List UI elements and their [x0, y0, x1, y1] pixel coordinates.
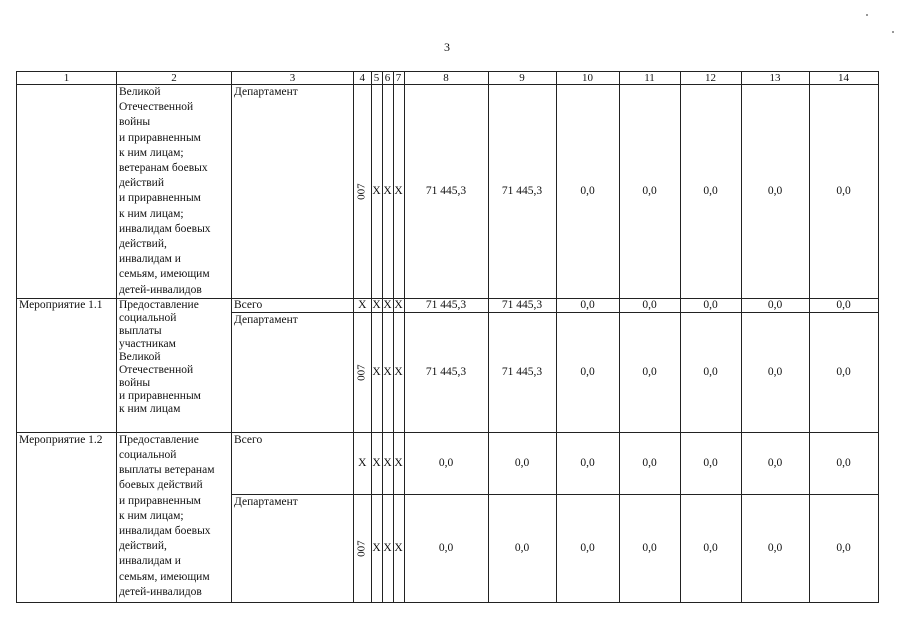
text-line: к ним лицам; [119, 207, 184, 220]
value-cell: 0,0 [809, 85, 878, 299]
column-header: 10 [556, 72, 619, 85]
column-header: 11 [619, 72, 680, 85]
value-cell: 0,0 [556, 494, 619, 602]
column-header: 13 [741, 72, 809, 85]
x-cell: X [382, 432, 393, 494]
text-line: Великой [119, 86, 161, 98]
x-cell: X [371, 432, 382, 494]
text-line: боевых действий [119, 479, 203, 492]
x-cell: X [354, 298, 372, 312]
event-name-cell [117, 85, 232, 299]
executor-cell: Департамент [232, 312, 354, 432]
text-line: инвалидам и [119, 555, 181, 568]
table-row [17, 298, 879, 312]
value-cell: 0,0 [619, 494, 680, 602]
value-cell: 0,0 [741, 312, 809, 432]
value-cell: 0,0 [556, 85, 619, 299]
x-cell: X [393, 432, 404, 494]
text-line: участникам [119, 337, 176, 350]
budget-table [16, 71, 879, 603]
x-cell: X [371, 494, 382, 602]
column-header: 3 [232, 72, 354, 85]
value-cell: 0,0 [619, 85, 680, 299]
value-cell: 0,0 [680, 85, 741, 299]
column-header: 2 [117, 72, 232, 85]
text-line: войны [119, 116, 151, 129]
x-cell: X [394, 298, 403, 311]
text-line: действий, [119, 540, 167, 553]
text-line: выплаты ветеранам [119, 464, 215, 477]
value-cell: 0,0 [619, 432, 680, 494]
text-line: семьям, имеющим [119, 570, 210, 583]
text-line: Великой [119, 350, 161, 363]
code-text: 007 [355, 540, 368, 557]
text-line: инвалидам и [119, 253, 181, 266]
text-line: Отечественной [119, 101, 194, 114]
value-cell: 71 445,3 [488, 85, 556, 299]
text-line: детей-инвалидов [119, 283, 202, 296]
code-cell [354, 494, 372, 602]
text-line: социальной [119, 311, 177, 324]
code-text: 007 [355, 364, 368, 381]
scan-speck [866, 14, 868, 16]
value-cell: 0,0 [619, 298, 680, 312]
text-line: Предоставление [119, 433, 199, 446]
x-cell: X [382, 312, 393, 432]
column-header: 6 [382, 72, 393, 85]
column-header: 4 [354, 72, 372, 85]
event-label-cell: Мероприятие 1.2 [17, 432, 117, 602]
text-line: Отечественной [119, 363, 194, 376]
x-cell: X [354, 432, 372, 494]
value-cell: 0,0 [809, 432, 878, 494]
event-label-cell: Мероприятие 1.1 [17, 298, 117, 432]
executor-cell: Департамент [232, 85, 354, 299]
text-line: выплаты [119, 324, 162, 337]
text-line: действий, [119, 238, 167, 251]
x-cell: X [393, 494, 404, 602]
value-cell: 71 445,3 [488, 312, 556, 432]
executor-cell: Департамент [232, 494, 354, 602]
text-line: инвалидам боевых [119, 222, 211, 235]
value-cell: 0,0 [680, 312, 741, 432]
header-row [17, 72, 879, 85]
value-cell: 0,0 [488, 432, 556, 494]
text-line: и приравненным [119, 131, 201, 144]
event-label-cell [17, 85, 117, 299]
column-header: 14 [809, 72, 878, 85]
x-cell: X [393, 312, 404, 432]
column-header: 8 [404, 72, 488, 85]
table-row [17, 432, 879, 494]
scan-speck [892, 31, 894, 33]
text-line: к ним лицам; [119, 146, 184, 159]
value-cell: 0,0 [556, 432, 619, 494]
x-cell: X [382, 85, 393, 299]
text-line: и приравненным [119, 494, 201, 507]
value-cell: 0,0 [741, 298, 809, 312]
value-cell: 0,0 [809, 494, 878, 602]
value-cell: 0,0 [680, 298, 741, 312]
text-line: и приравненным [119, 389, 201, 402]
total-label-cell: Всего [232, 298, 354, 312]
code-text: 007 [355, 183, 368, 200]
column-header: 7 [393, 72, 404, 85]
value-cell: 0,0 [809, 312, 878, 432]
x-cell: X [371, 85, 382, 299]
code-cell [354, 85, 372, 299]
value-cell: 0,0 [488, 494, 556, 602]
value-cell: 0,0 [556, 312, 619, 432]
column-header: 1 [17, 72, 117, 85]
x-cell: X [382, 494, 393, 602]
text-line: детей-инвалидов [119, 585, 202, 598]
value-cell: 0,0 [404, 494, 488, 602]
text-line: семьям, имеющим [119, 268, 210, 281]
value-cell: 0,0 [809, 298, 878, 312]
text-line: к ним лицам; [119, 509, 184, 522]
column-header: 9 [488, 72, 556, 85]
value-cell: 71 445,3 [488, 298, 556, 312]
value-cell: 0,0 [741, 494, 809, 602]
x-cell: X [371, 312, 382, 432]
value-cell: 0,0 [741, 432, 809, 494]
text-line: социальной [119, 449, 177, 462]
code-cell [354, 312, 372, 432]
text-line: действий [119, 177, 164, 190]
value-cell: 0,0 [619, 312, 680, 432]
total-label-cell: Всего [232, 432, 354, 494]
x-cell: X [383, 298, 392, 311]
value-cell: 0,0 [404, 432, 488, 494]
column-header: 12 [680, 72, 741, 85]
column-header: 5 [371, 72, 382, 85]
event-name-cell [117, 432, 232, 602]
page-number: 3 [444, 40, 450, 54]
value-cell: 0,0 [741, 85, 809, 299]
value-cell: 71 445,3 [404, 85, 488, 299]
text-line: к ним лицам [119, 402, 181, 415]
value-cell: 71 445,3 [404, 312, 488, 432]
event-name-cell [117, 298, 232, 432]
x-cell: X [372, 298, 381, 311]
text-line: инвалидам боевых [119, 525, 211, 538]
value-cell: 0,0 [556, 298, 619, 312]
text-line: и приравненным [119, 192, 201, 205]
value-cell: 0,0 [680, 494, 741, 602]
table-row [17, 85, 879, 299]
text-line: войны [119, 376, 151, 389]
value-cell: 71 445,3 [404, 298, 488, 312]
text-line: Предоставление [119, 298, 199, 311]
x-cell: X [393, 85, 404, 299]
value-cell: 0,0 [680, 432, 741, 494]
text-line: ветеранам боевых [119, 162, 208, 175]
